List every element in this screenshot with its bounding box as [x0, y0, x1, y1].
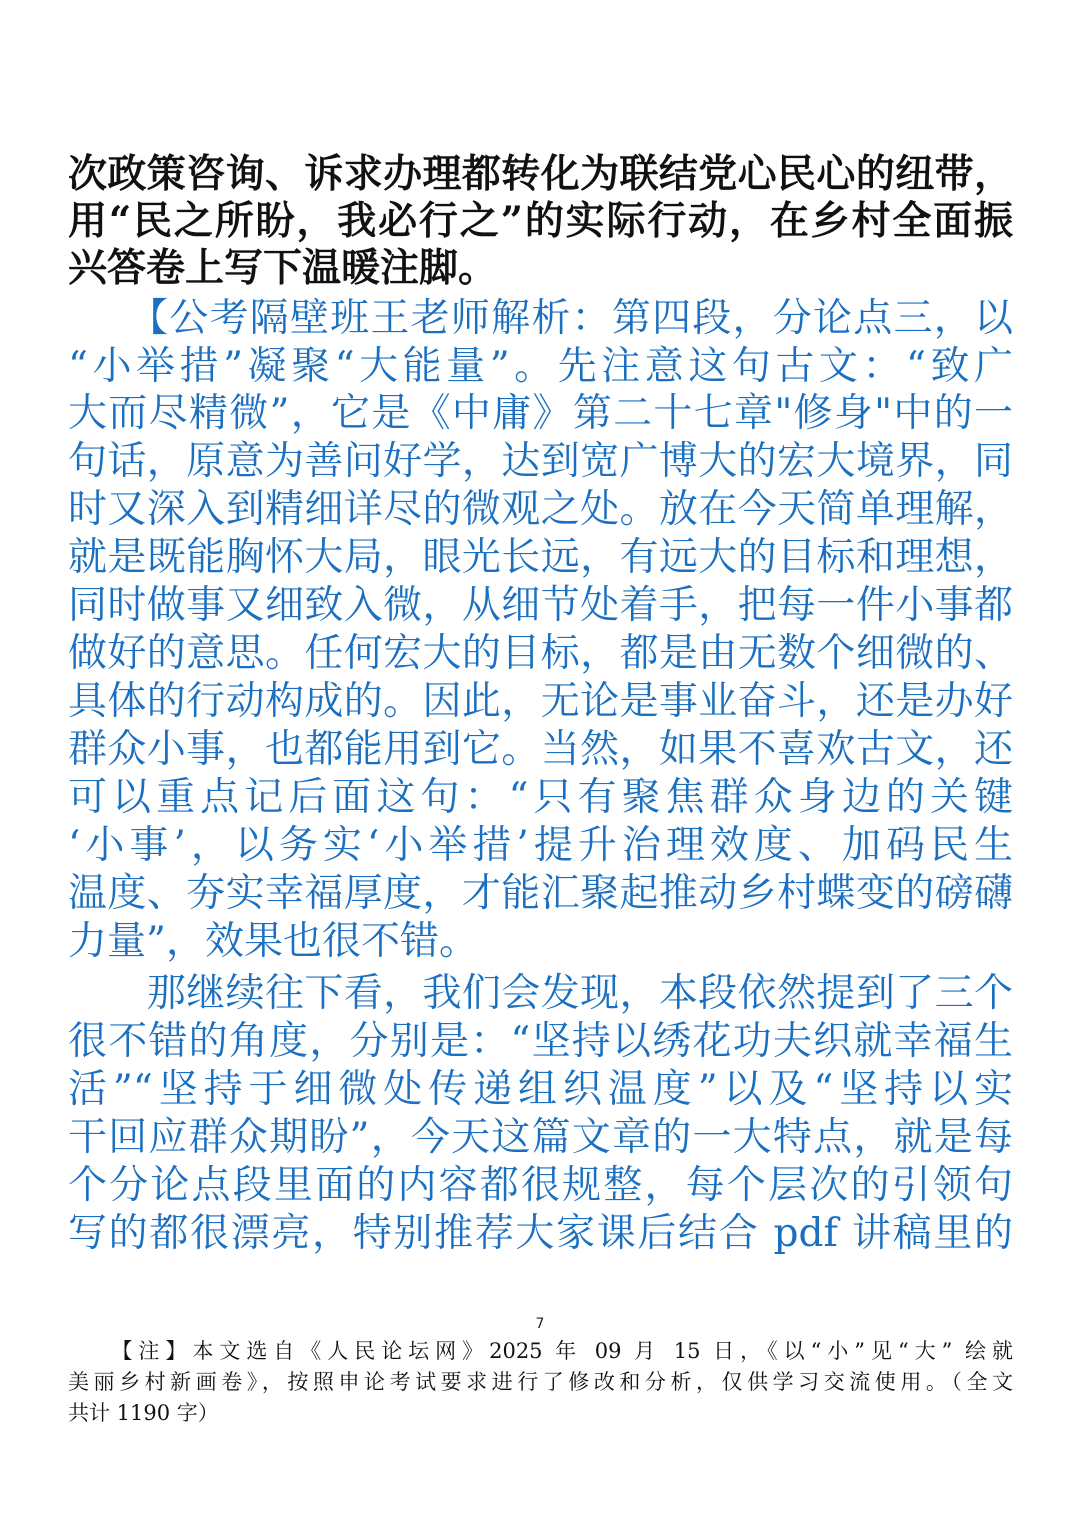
analysis-line: 时又深入到精细详尽的微观之处。放在今天简单理解， — [68, 487, 1013, 532]
analysis-line: 同时做事又细致入微，从细节处着手，把每一件小事都 — [68, 583, 1013, 628]
body-line: 兴答卷上写下温暖注脚。 — [68, 245, 498, 291]
footnote-line: 美丽乡村新画卷》，按照申论考试要求进行了修改和分析，仅供学习交流使用。（全文 — [68, 1370, 1013, 1394]
analysis-line: 活”“坚持于细微处传递组织温度”以及“坚持以实 — [68, 1067, 1013, 1112]
analysis-line: 干回应群众期盼”，今天这篇文章的一大特点，就是每 — [68, 1115, 1013, 1160]
analysis-line: 就是既能胸怀大局，眼光长远，有远大的目标和理想， — [68, 535, 1013, 580]
footnote-line: 【注】本文选自《人民论坛网》2025 年 09 月 15 日，《以“小”见“大” 绘就 — [68, 1339, 1013, 1363]
analysis-line: 群众小事，也都能用到它。当然，如果不喜欢古文，还 — [68, 727, 1013, 772]
analysis-line: 个分论点段里面的内容都很规整，每个层次的引领句 — [68, 1163, 1013, 1208]
analysis-line: 做好的意思。任何宏大的目标，都是由无数个细微的、 — [68, 631, 1013, 676]
body-line: 用“民之所盼，我必行之”的实际行动，在乡村全面振 — [68, 198, 1013, 244]
footnote-line: 共计 1190 字） — [68, 1401, 219, 1425]
analysis-line: 句话，原意为善问好学，达到宽广博大的宏大境界，同 — [68, 439, 1013, 484]
analysis-line: 那继续往下看，我们会发现，本段依然提到了三个 — [68, 971, 1013, 1016]
page-number: 7 — [535, 1316, 545, 1332]
analysis-line: 可以重点记后面这句：“只有聚焦群众身边的关键 — [68, 775, 1013, 820]
analysis-line: 力量”，效果也很不错。 — [68, 919, 478, 964]
body-line: 次政策咨询、诉求办理都转化为联结党心民心的纽带， — [68, 151, 1013, 197]
analysis-line: 【公考隔壁班王老师解析：第四段，分论点三，以 — [68, 296, 1013, 341]
analysis-line: 大而尽精微”，它是《中庸》第二十七章"修身"中的一 — [68, 391, 1013, 436]
analysis-line: 具体的行动构成的。因此，无论是事业奋斗，还是办好 — [68, 679, 1013, 724]
analysis-line: 很不错的角度，分别是：“坚持以绣花功夫织就幸福生 — [68, 1019, 1013, 1064]
analysis-line: 温度、夯实幸福厚度，才能汇聚起推动乡村蝶变的磅礴 — [68, 871, 1013, 916]
analysis-line: ‘小事’，以务实‘小举措’提升治理效度、加码民生 — [68, 823, 1013, 868]
analysis-line: “小举措”凝聚“大能量”。先注意这句古文：“致广 — [68, 344, 1013, 389]
analysis-line: 写的都很漂亮，特别推荐大家课后结合 pdf 讲稿里的 — [68, 1211, 1013, 1256]
